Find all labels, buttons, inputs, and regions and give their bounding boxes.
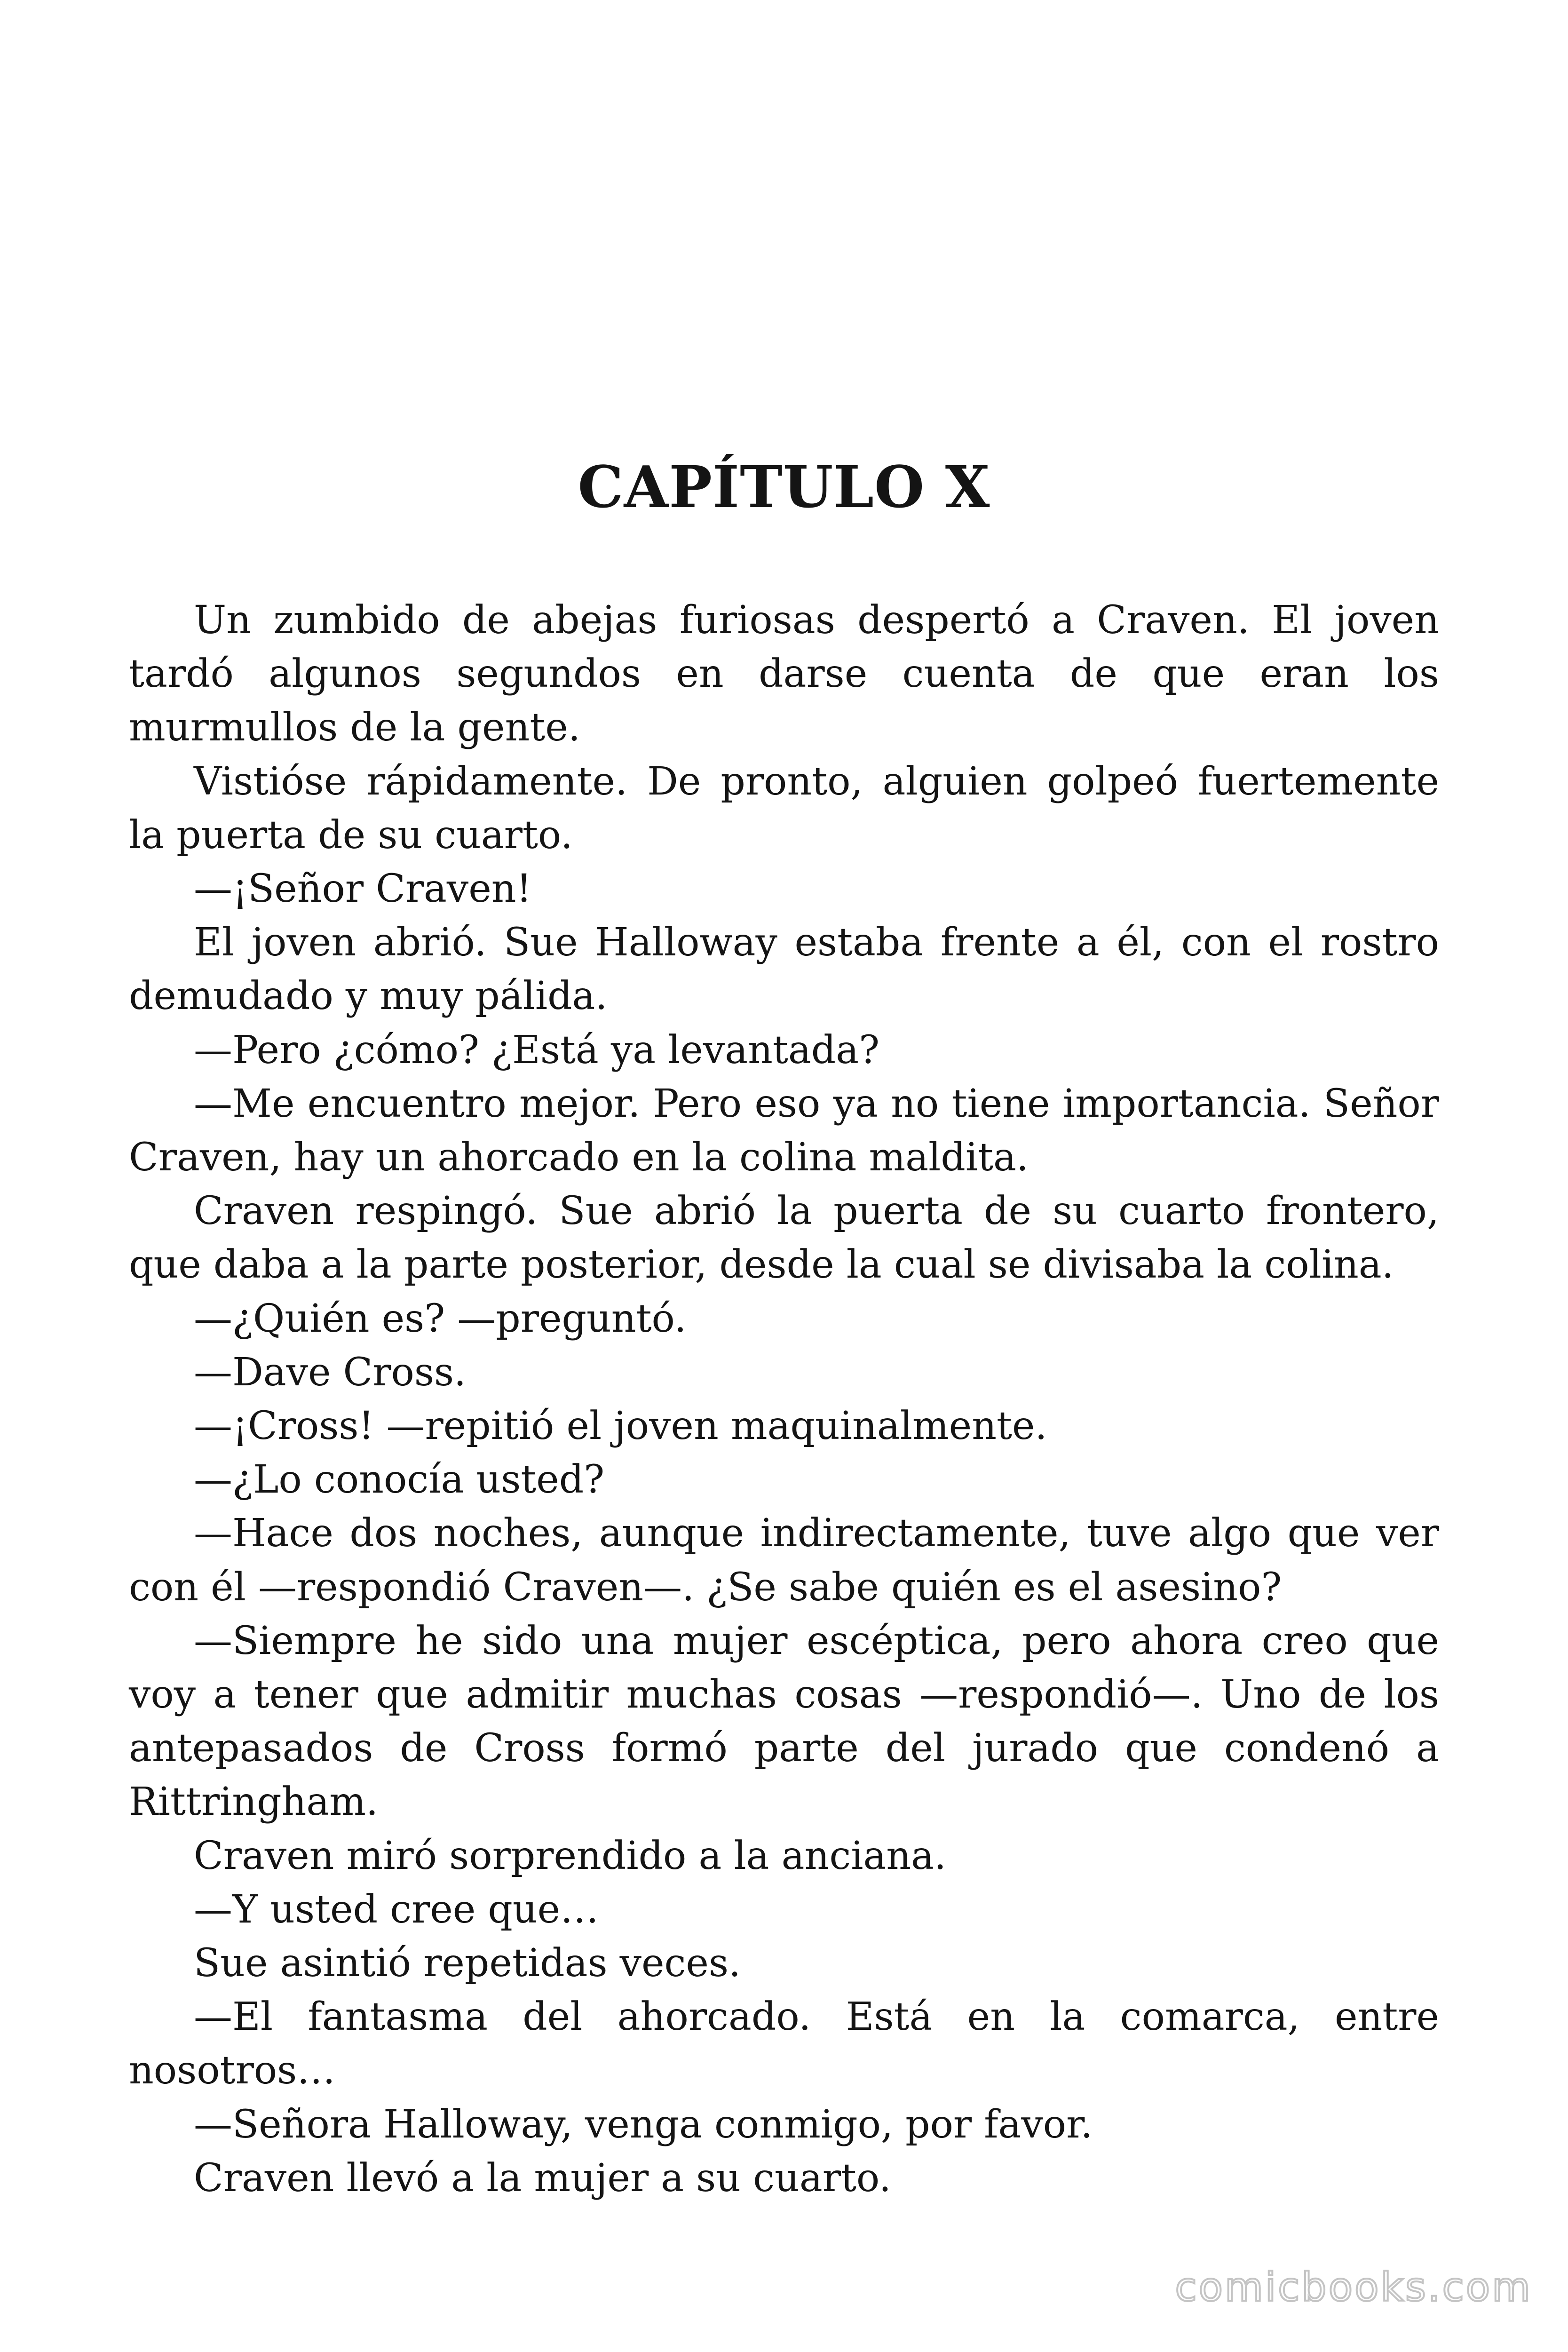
paragraph: —Siempre he sido una mujer escéptica, pero ahora creo que voy a tener que admitir muchas cosas —respondió—. Uno de los antepasados de Cross formó parte del jurado que condenó a Rittringham. <box>129 1618 1439 1825</box>
paragraph: —Dave Cross. <box>194 1350 467 1395</box>
paragraph: —Y usted cree que… <box>194 1887 599 1932</box>
paragraph: —¿Quién es? —preguntó. <box>194 1296 687 1341</box>
paragraph: Un zumbido de abejas furiosas despertó a Craven. El joven tardó algunos segundos en darse cuenta de que eran los murmullos de la gente. <box>129 598 1439 750</box>
paragraph: El joven abrió. Sue Halloway estaba frente a él, con el rostro demudado y muy pálida. <box>129 920 1439 1019</box>
paragraph: —Pero ¿cómo? ¿Está ya levantada? <box>194 1027 880 1073</box>
paragraph: —¡Señor Craven! <box>194 866 532 912</box>
paragraph: —El fantasma del ahorcado. Está en la comarca, entre nosotros… <box>129 1994 1439 2093</box>
chapter-body <box>129 594 1439 2205</box>
paragraph: —¿Lo conocía usted? <box>194 1457 605 1502</box>
chapter-title: CAPÍTULO X <box>578 453 990 521</box>
paragraph: Vistióse rápidamente. De pronto, alguien golpeó fuertemente la puerta de su cuarto. <box>129 759 1439 858</box>
paragraph: —¡Cross! —repitió el joven maquinalmente. <box>194 1404 1047 1449</box>
paragraph: —Me encuentro mejor. Pero eso ya no tiene importancia. Señor Craven, hay un ahorcado en la colina maldita. <box>129 1081 1439 1180</box>
paragraph: —Señora Halloway, venga conmigo, por favor. <box>194 2102 1093 2147</box>
paragraph: Craven llevó a la mujer a su cuarto. <box>194 2155 891 2201</box>
watermark: comicbooks.com <box>1175 2264 1532 2310</box>
paragraph: Craven miró sorprendido a la anciana. <box>194 1833 947 1878</box>
paragraph: Craven respingó. Sue abrió la puerta de su cuarto frontero, que daba a la parte posterior, desde la cual se divisaba la colina. <box>129 1189 1439 1287</box>
paragraph: —Hace dos noches, aunque indirectamente, tuve algo que ver con él —respondió Craven—. ¿Se sabe quién es el asesino? <box>129 1511 1439 1610</box>
paragraph: Sue asintió repetidas veces. <box>194 1941 741 1986</box>
